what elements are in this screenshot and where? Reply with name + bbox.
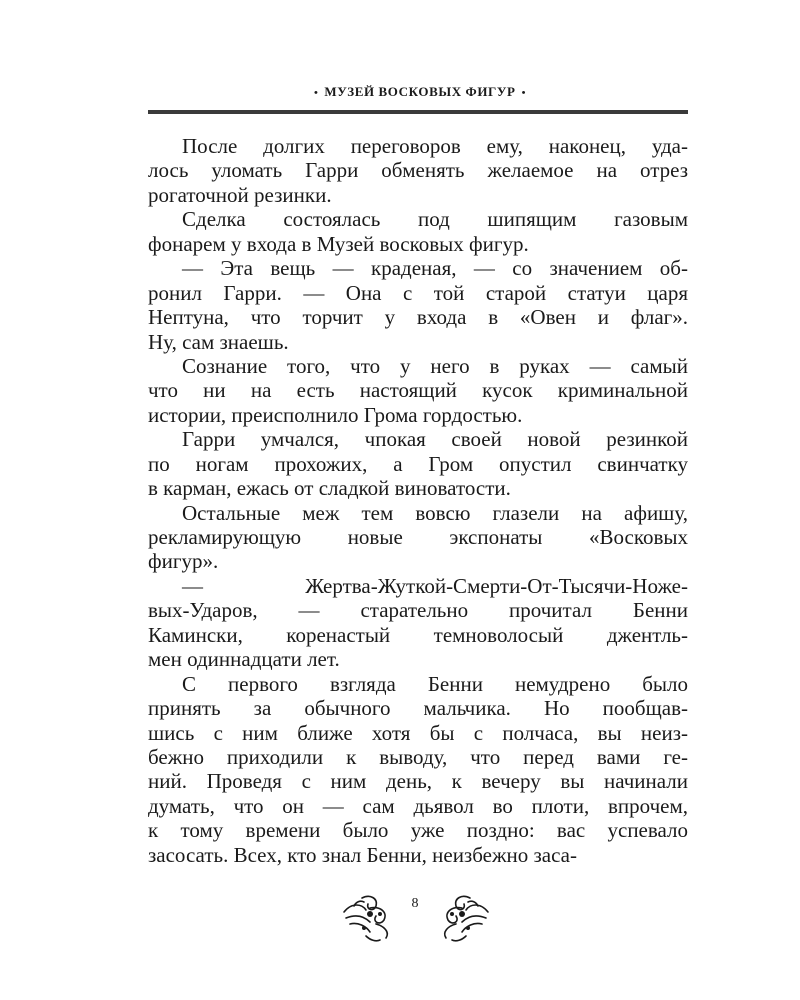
ornament-right-icon (436, 884, 492, 944)
text-line: вых-Ударов, — старательно прочитал Бенни (148, 598, 688, 623)
text-line: лось уломать Гарри обменять желаемое на отрез (148, 158, 688, 183)
text-line: После долгих переговоров ему, наконец, уда- (182, 134, 688, 158)
paragraph (148, 501, 688, 574)
paragraph (148, 207, 688, 256)
text-line: Сделка состоялась под шипящим газовым (182, 207, 688, 232)
text-line: шись с ним ближе хотя бы с полчаса, вы неиз- (148, 720, 688, 745)
page-number: 8 (411, 896, 419, 911)
text-line: думать, что он — сам дьявол во плоти, впрочем, (148, 793, 688, 818)
page-footer (0, 884, 800, 944)
text-line: Гарри умчался, чпокая своей новой резинкой (182, 427, 688, 452)
text-line: к тому времени было уже поздно: вас успевало (148, 818, 688, 843)
running-head-title: МУЗЕЙ ВОСКОВЫХ ФИГУР (324, 84, 516, 99)
paragraph (148, 574, 688, 672)
paragraph (148, 672, 688, 868)
text-line: Ну, сам знаешь. (148, 329, 289, 354)
text-line: Остальные меж тем вовсю глазели на афишу, (182, 500, 688, 525)
text-line: ронил Гарри. — Она с той старой статуи царя (148, 280, 688, 305)
paragraph (148, 427, 688, 500)
text-line: что ни на есть настоящий кусок криминальной (148, 378, 688, 403)
text-line: истории, преисполнило Грома гордостью. (148, 402, 523, 427)
text-line: бежно приходили к выводу, что перед вами ге- (148, 744, 688, 769)
paragraph (148, 134, 688, 207)
text-line: по ногам прохожих, а Гром опустил свинчатку (148, 451, 688, 476)
text-line: Сознание того, что у него в руках — самый (182, 353, 688, 378)
text-line: рогаточной резинки. (148, 182, 332, 207)
ornament-left-icon (340, 884, 396, 944)
bullet-left: • (313, 87, 319, 99)
text-line: — Эта вещь — краденая, — со значением об- (182, 256, 688, 281)
text-line: С первого взгляда Бенни немудрено было (182, 671, 688, 696)
header-rule (148, 110, 688, 114)
text-line: в карман, ежась от сладкой виноватости. (148, 476, 511, 501)
text-line: фигур». (148, 549, 219, 574)
text-line: Камински, коренастый темноволосый джентль- (148, 622, 688, 647)
text-line: мен одиннадцати лет. (148, 647, 340, 672)
text-line: ний. Проведя с ним день, к вечеру вы начинали (148, 769, 688, 794)
running-head (150, 84, 690, 100)
text-line: — Жертва-Жуткой-Смерти-От-Тысячи-Ноже- (182, 573, 688, 598)
text-line: принять за обычного мальчика. Но пообщав- (148, 696, 688, 721)
text-line: Нептуна, что торчит у входа в «Овен и флаг». (148, 305, 688, 330)
text-line: засосать. Всех, кто знал Бенни, неизбежно заса- (148, 842, 577, 867)
body-text (148, 134, 688, 867)
paragraph (148, 256, 688, 354)
paragraph (148, 354, 688, 427)
text-line: фонарем у входа в Музей восковых фигур. (148, 231, 529, 256)
text-line: рекламирующую новые экспонаты «Восковых (148, 525, 688, 549)
bullet-right: • (521, 87, 527, 99)
